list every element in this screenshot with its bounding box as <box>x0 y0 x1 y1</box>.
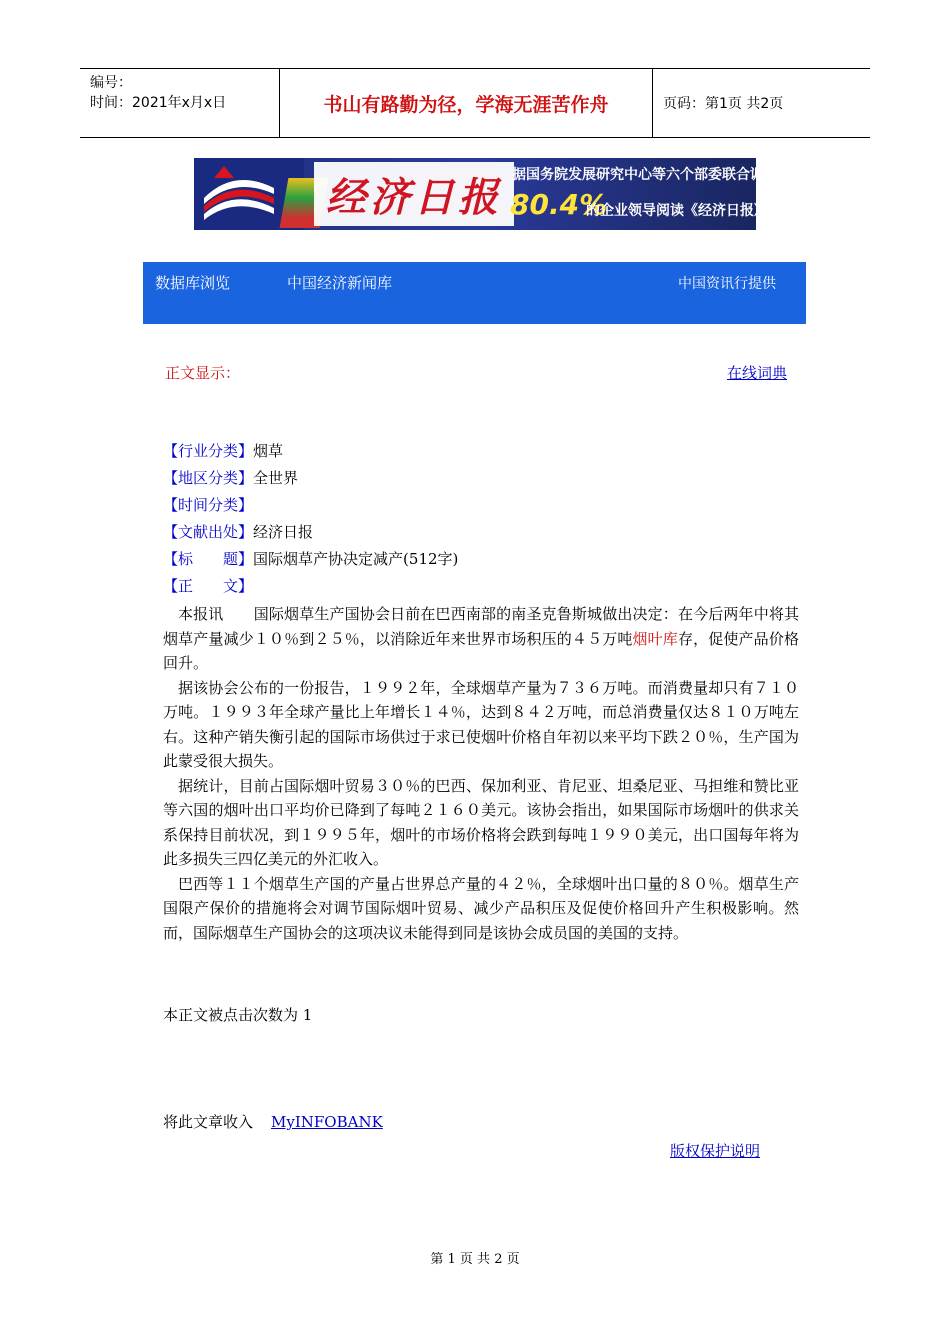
article-paragraph <box>163 602 799 676</box>
highlight-term[interactable]: 烟叶库 <box>632 629 678 648</box>
collect-label: 将此文章收入 <box>163 1113 254 1131</box>
newspaper-banner[interactable] <box>194 158 812 230</box>
meta-industry: 【行业分类】烟草 <box>163 442 284 460</box>
myinfobank-link[interactable]: MyINFOBANK <box>271 1113 383 1131</box>
tagline-line2: 的企业领导阅读《经济日报》 <box>586 203 768 219</box>
paragraph-text: 本报讯 国际烟草生产国协会日前在巴西南部的南圣克鲁斯城做出决定：在今后两年中将其烟草产量减少１０％到２５％，以消除近年来世界市场积压的４５万吨 <box>163 605 799 648</box>
header-left-cell <box>80 69 280 137</box>
meta-value: 经济日报 <box>253 523 314 541</box>
nav-bar <box>143 262 806 324</box>
meta-region: 【地区分类】全世界 <box>163 469 299 487</box>
article-body <box>163 602 799 945</box>
tagline-percent: 80.4% <box>510 188 608 221</box>
nav-database-browse[interactable]: 数据库浏览 <box>155 274 231 292</box>
meta-source: 【文献出处】经济日报 <box>163 523 314 541</box>
copyright-link[interactable]: 版权保护说明 <box>670 1142 761 1160</box>
meta-value: 国际烟草产协决定减产(512字) <box>253 550 459 568</box>
banner-tagline <box>504 160 812 228</box>
meta-value: 烟草 <box>253 442 284 460</box>
time-label: 时间：2021年x月x日 <box>90 95 227 111</box>
number-label: 编号： <box>90 75 132 91</box>
tagline-line1: 据国务院发展研究中心等六个部委联合调查显示: <box>512 167 812 183</box>
paragraph-text: 存，促使产品价格回升。 <box>163 629 799 672</box>
meta-value: 全世界 <box>253 469 299 487</box>
meta-body: 【正 文】 <box>163 577 254 595</box>
click-count: 本正文被点击次数为 1 <box>163 1006 313 1024</box>
meta-field: 时间分类 <box>178 496 239 514</box>
motto: 书山有路勤为径，学海无涯苦作舟 <box>280 69 653 137</box>
meta-field: 正 文 <box>178 577 239 595</box>
meta-field: 文献出处 <box>178 523 239 541</box>
paper-name: 经济日报 <box>314 162 514 226</box>
article-paragraph: 巴西等１１个烟草生产国的产量占世界总产量的４２％，全球烟叶出口量的８０％。烟草生产国限产保价的措施将会对调节国际烟叶贸易、减少产品积压及促使价格回升产生积极影响。然而，国际烟草生产国协会的这项决议未能得到同是该协会成员国的美国的支持。 <box>163 874 799 942</box>
meta-title: 【标 题】国际烟草产协决定减产(512字) <box>163 550 459 568</box>
nav-news-library[interactable]: 中国经济新闻库 <box>287 274 393 292</box>
collect-row <box>163 1111 383 1132</box>
article-paragraph: 据该协会公布的一份报告，１９９２年，全球烟草产量为７３６万吨。而消费量却只有７１０万吨。１９９３年全球产量比上年增长１４％，达到８４２万吨，而总消费量仅达８１０万吨左右。这种产销失衡引起的国际市场供过于求已使烟叶价格自年初以来平均下跌２０％，生产国为此蒙受很大损失。 <box>163 678 799 770</box>
page-footer: 第 1 页 共 2 页 <box>430 1252 520 1267</box>
online-dictionary-link[interactable]: 在线词典 <box>726 364 787 382</box>
meta-field: 行业分类 <box>178 442 239 460</box>
header-table <box>80 68 870 138</box>
meta-time: 【时间分类】 <box>163 496 254 514</box>
article-paragraph: 据统计，目前占国际烟叶贸易３０％的巴西、保加利亚、肯尼亚、坦桑尼亚、马担维和赞比亚等六国的烟叶出口平均价已降到了每吨２１６０美元。该协会指出，如果国际市场烟叶的供求关系保持目前状况，到１９９５年，烟叶的市场价格将会跌到每吨１９９０美元，出口国每年将为此多损失三四亿美元的外汇收入。 <box>163 776 799 868</box>
nav-provider: 中国资讯行提供 <box>678 276 776 292</box>
page-info: 页码：第1页 共2页 <box>663 96 784 112</box>
meta-field: 地区分类 <box>178 469 239 487</box>
meta-field: 标 题 <box>178 550 239 568</box>
body-display-label: 正文显示： <box>165 364 241 382</box>
